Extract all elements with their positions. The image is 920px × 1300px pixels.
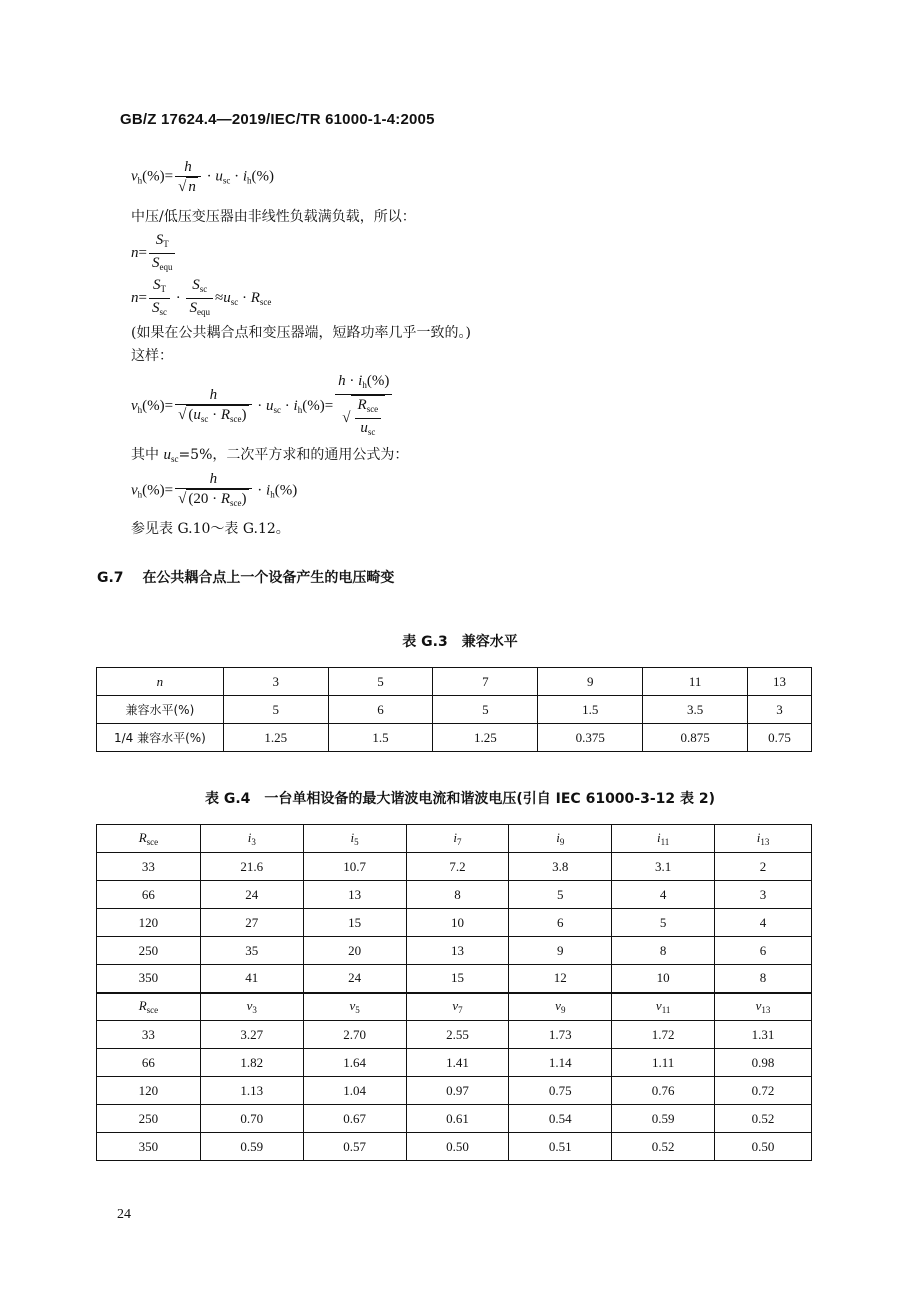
table-cell: 3.27 xyxy=(200,1021,303,1049)
harmonic-order: 9 xyxy=(560,1005,566,1016)
formula-n-approx: n= $\frac{S_T}{S_{sc}}$ · $\frac{S_{sc}}{S_{equ}}$ $\approx u_{sc} \cdot R_{sce}$ xyxy=(131,277,272,317)
rsce-header-cell xyxy=(97,993,201,1021)
table-row xyxy=(97,965,812,993)
table-g4-header-row xyxy=(97,993,812,1021)
harmonic-order: 5 xyxy=(354,837,359,847)
usc-value: =5%，二次平方求和的通用公式为： xyxy=(178,447,409,463)
table-g4-header-cell xyxy=(406,993,509,1021)
rsce-value: 250 xyxy=(97,1105,201,1133)
harmonic-symbol: v xyxy=(349,998,356,1014)
table-cell: 3.1 xyxy=(612,853,715,881)
table-g4 xyxy=(96,824,812,1161)
text-usc-general: 其中 $u_{sc}=5\%$，二次平方求和的通用公式为： xyxy=(131,447,409,464)
table-cell: 8 xyxy=(715,965,812,993)
formula-vh-20-rsce: $v_h(\%)=$ $\frac{h}{√ (20 \cdot R_{sce})}$ · $i_h(\%)$ xyxy=(131,470,297,512)
table-row xyxy=(97,1105,812,1133)
table-cell: 5 xyxy=(433,696,538,724)
harmonic-order: 9 xyxy=(559,837,565,847)
table-cell: 0.67 xyxy=(303,1105,406,1133)
table-row xyxy=(97,696,812,724)
formula-vh-rsce: $v_h(\%)=$ $\frac{h}{√ (u_{sc} \cdot R_{sce})}$ · $u_{sc} \cdot i_h(\%)=$ $h \cdot i_h(\%)$ √ $\frac{R_{sce}}{u_{sc}}$ xyxy=(131,372,394,441)
table-cell: 12 xyxy=(509,965,612,993)
harmonic-symbol: v xyxy=(246,998,253,1014)
row-label: 兼容水平(%) xyxy=(97,696,224,724)
rsce-value: 120 xyxy=(97,909,201,937)
table-row xyxy=(97,724,812,752)
rsce-value: 120 xyxy=(97,1077,201,1105)
table-row xyxy=(97,1049,812,1077)
table-cell: 6 xyxy=(509,909,612,937)
table-cell: 10.7 xyxy=(303,853,406,881)
table-cell: 15 xyxy=(406,965,509,993)
section-heading xyxy=(97,567,394,587)
harmonic-order: 3 xyxy=(251,837,256,847)
table-cell: 0.97 xyxy=(406,1077,509,1105)
table-g3-caption: 表 G.3 兼容水平 xyxy=(402,634,518,650)
rsce-value: 33 xyxy=(97,1021,201,1049)
table-g4-header-cell xyxy=(509,825,612,853)
table-cell: 0.70 xyxy=(200,1105,303,1133)
rsce-value: 350 xyxy=(97,965,201,993)
rsce-symbol: R xyxy=(138,830,147,845)
table-cell: 1.11 xyxy=(612,1049,715,1077)
usc-prefix: 其中 xyxy=(131,447,159,463)
harmonic-order: 7 xyxy=(457,837,462,847)
table-g4-caption: 表 G.4 一台单相设备的最大谐波电流和谐波电压(引自 IEC 61000-3-12 表 2) xyxy=(204,791,716,807)
table-cell: 1.72 xyxy=(612,1021,715,1049)
table-cell: 1.31 xyxy=(715,1021,812,1049)
harmonic-symbol: i xyxy=(556,830,560,845)
text-thus: 这样： xyxy=(131,348,173,364)
rsce-value: 350 xyxy=(97,1133,201,1161)
table-cell: 0.51 xyxy=(509,1133,612,1161)
table-cell: 20 xyxy=(303,937,406,965)
table-cell: 5 xyxy=(223,696,328,724)
table-g4-header-cell xyxy=(406,825,509,853)
harmonic-order: 11 xyxy=(661,1005,671,1016)
table-cell: 1.73 xyxy=(509,1021,612,1049)
table-g3-header-row xyxy=(97,668,812,696)
table-cell: 3.5 xyxy=(643,696,748,724)
table-cell: 1.5 xyxy=(328,724,433,752)
table-cell: 1.13 xyxy=(200,1077,303,1105)
rsce-value: 66 xyxy=(97,881,201,909)
harmonic-order: 3 xyxy=(252,1005,257,1016)
table-cell: 1.04 xyxy=(303,1077,406,1105)
table-cell: 21.6 xyxy=(200,853,303,881)
section-number: G.7 xyxy=(97,570,124,586)
table-cell: 0.52 xyxy=(612,1133,715,1161)
page-number: 24 xyxy=(117,1207,131,1222)
harmonic-symbol: v xyxy=(452,998,459,1014)
harmonic-symbol: i xyxy=(247,830,252,845)
table-g3-header-cell: 5 xyxy=(328,668,433,696)
rsce-value: 250 xyxy=(97,937,201,965)
table-g3-header-cell: 7 xyxy=(433,668,538,696)
table-cell: 0.75 xyxy=(509,1077,612,1105)
table-g4-header-cell xyxy=(509,993,612,1021)
table-cell: 10 xyxy=(406,909,509,937)
table-cell: 35 xyxy=(200,937,303,965)
table-cell: 0.875 xyxy=(643,724,748,752)
table-cell: 5 xyxy=(612,909,715,937)
table-g4-header-cell xyxy=(612,993,715,1021)
table-cell: 24 xyxy=(200,881,303,909)
harmonic-symbol: i xyxy=(656,830,661,845)
table-g4-header-cell xyxy=(200,993,303,1021)
rsce-subscript: sce xyxy=(146,1005,159,1016)
table-g4-header-cell xyxy=(715,825,812,853)
table-cell: 2.70 xyxy=(303,1021,406,1049)
table-g3-header-cell: 9 xyxy=(538,668,643,696)
table-cell: 1.25 xyxy=(223,724,328,752)
table-cell: 9 xyxy=(509,937,612,965)
rsce-subscript: sce xyxy=(146,837,159,847)
table-cell: 2 xyxy=(715,853,812,881)
table-row xyxy=(97,1077,812,1105)
harmonic-symbol: i xyxy=(350,830,355,845)
table-g3-header-label: n xyxy=(97,668,224,696)
table-cell: 0.72 xyxy=(715,1077,812,1105)
table-cell: 0.76 xyxy=(612,1077,715,1105)
table-cell: 24 xyxy=(303,965,406,993)
table-cell: 13 xyxy=(406,937,509,965)
table-row xyxy=(97,881,812,909)
harmonic-symbol: i xyxy=(756,830,761,845)
table-cell: 3 xyxy=(748,696,812,724)
document-header: GB/Z 17624.4—2019/IEC/TR 61000-1-4:2005 xyxy=(120,111,435,128)
table-cell: 1.5 xyxy=(538,696,643,724)
harmonic-symbol: v xyxy=(655,998,662,1014)
harmonic-symbol: i xyxy=(453,830,458,845)
table-row xyxy=(97,1021,812,1049)
table-cell: 0.375 xyxy=(538,724,643,752)
formula-n-ratio: n= $\frac{S_T}{S_{equ}}$ xyxy=(131,231,177,276)
table-cell: 1.41 xyxy=(406,1049,509,1077)
harmonic-order: 5 xyxy=(355,1005,360,1016)
table-row xyxy=(97,909,812,937)
table-g4-header-cell xyxy=(715,993,812,1021)
table-g3-header-cell: 3 xyxy=(223,668,328,696)
table-g3-header-cell: 13 xyxy=(748,668,812,696)
harmonic-order: 13 xyxy=(760,837,770,847)
rsce-value: 66 xyxy=(97,1049,201,1077)
table-cell: 0.98 xyxy=(715,1049,812,1077)
table-cell: 0.50 xyxy=(406,1133,509,1161)
table-cell: 0.57 xyxy=(303,1133,406,1161)
text-see-tables: 参见表 G.10～表 G.12。 xyxy=(131,521,290,537)
table-cell: 27 xyxy=(200,909,303,937)
table-cell: 41 xyxy=(200,965,303,993)
table-g3 xyxy=(96,667,812,752)
table-cell: 6 xyxy=(715,937,812,965)
harmonic-symbol: v xyxy=(555,998,561,1014)
table-cell: 3.8 xyxy=(509,853,612,881)
table-cell: 4 xyxy=(612,881,715,909)
rsce-symbol: R xyxy=(138,998,147,1014)
harmonic-order: 11 xyxy=(660,837,670,847)
table-g4-header-row xyxy=(97,825,812,853)
rsce-value: 33 xyxy=(97,853,201,881)
table-cell: 5 xyxy=(509,881,612,909)
table-row xyxy=(97,1133,812,1161)
table-cell: 0.61 xyxy=(406,1105,509,1133)
table-cell: 0.59 xyxy=(612,1105,715,1133)
table-cell: 3 xyxy=(715,881,812,909)
table-g4-header-cell xyxy=(303,825,406,853)
table-cell: 0.59 xyxy=(200,1133,303,1161)
table-g4-header-cell xyxy=(612,825,715,853)
table-row xyxy=(97,853,812,881)
table-cell: 1.25 xyxy=(433,724,538,752)
table-g4-header-cell xyxy=(200,825,303,853)
text-power-note: (如果在公共耦合点和变压器端，短路功率几乎一致的。) xyxy=(131,325,471,341)
table-cell: 2.55 xyxy=(406,1021,509,1049)
table-cell: 6 xyxy=(328,696,433,724)
table-cell: 1.14 xyxy=(509,1049,612,1077)
table-cell: 8 xyxy=(406,881,509,909)
text-transformer-full-load: 中压/低压变压器由非线性负载满负载，所以： xyxy=(131,209,416,225)
row-label: 1/4 兼容水平(%) xyxy=(97,724,224,752)
table-cell: 0.52 xyxy=(715,1105,812,1133)
table-cell: 8 xyxy=(612,937,715,965)
table-cell: 4 xyxy=(715,909,812,937)
table-cell: 0.50 xyxy=(715,1133,812,1161)
table-g3-header-cell: 11 xyxy=(643,668,748,696)
table-cell: 0.54 xyxy=(509,1105,612,1133)
table-g4-header-cell xyxy=(303,993,406,1021)
formula-vh-sqrt-n: $v_h(\%)=$ $\frac{h}{√ n}$ · $u_{sc} \cdot i_h(\%)$ xyxy=(131,159,275,195)
table-row xyxy=(97,937,812,965)
table-cell: 13 xyxy=(303,881,406,909)
harmonic-symbol: v xyxy=(755,998,762,1014)
section-title: 在公共耦合点上一个设备产生的电压畸变 xyxy=(142,570,395,586)
harmonic-order: 7 xyxy=(458,1005,463,1016)
table-cell: 10 xyxy=(612,965,715,993)
table-cell: 15 xyxy=(303,909,406,937)
table-cell: 0.75 xyxy=(748,724,812,752)
table-cell: 1.64 xyxy=(303,1049,406,1077)
harmonic-order: 13 xyxy=(761,1005,771,1016)
table-cell: 1.82 xyxy=(200,1049,303,1077)
table-cell: 7.2 xyxy=(406,853,509,881)
rsce-header-cell xyxy=(97,825,201,853)
